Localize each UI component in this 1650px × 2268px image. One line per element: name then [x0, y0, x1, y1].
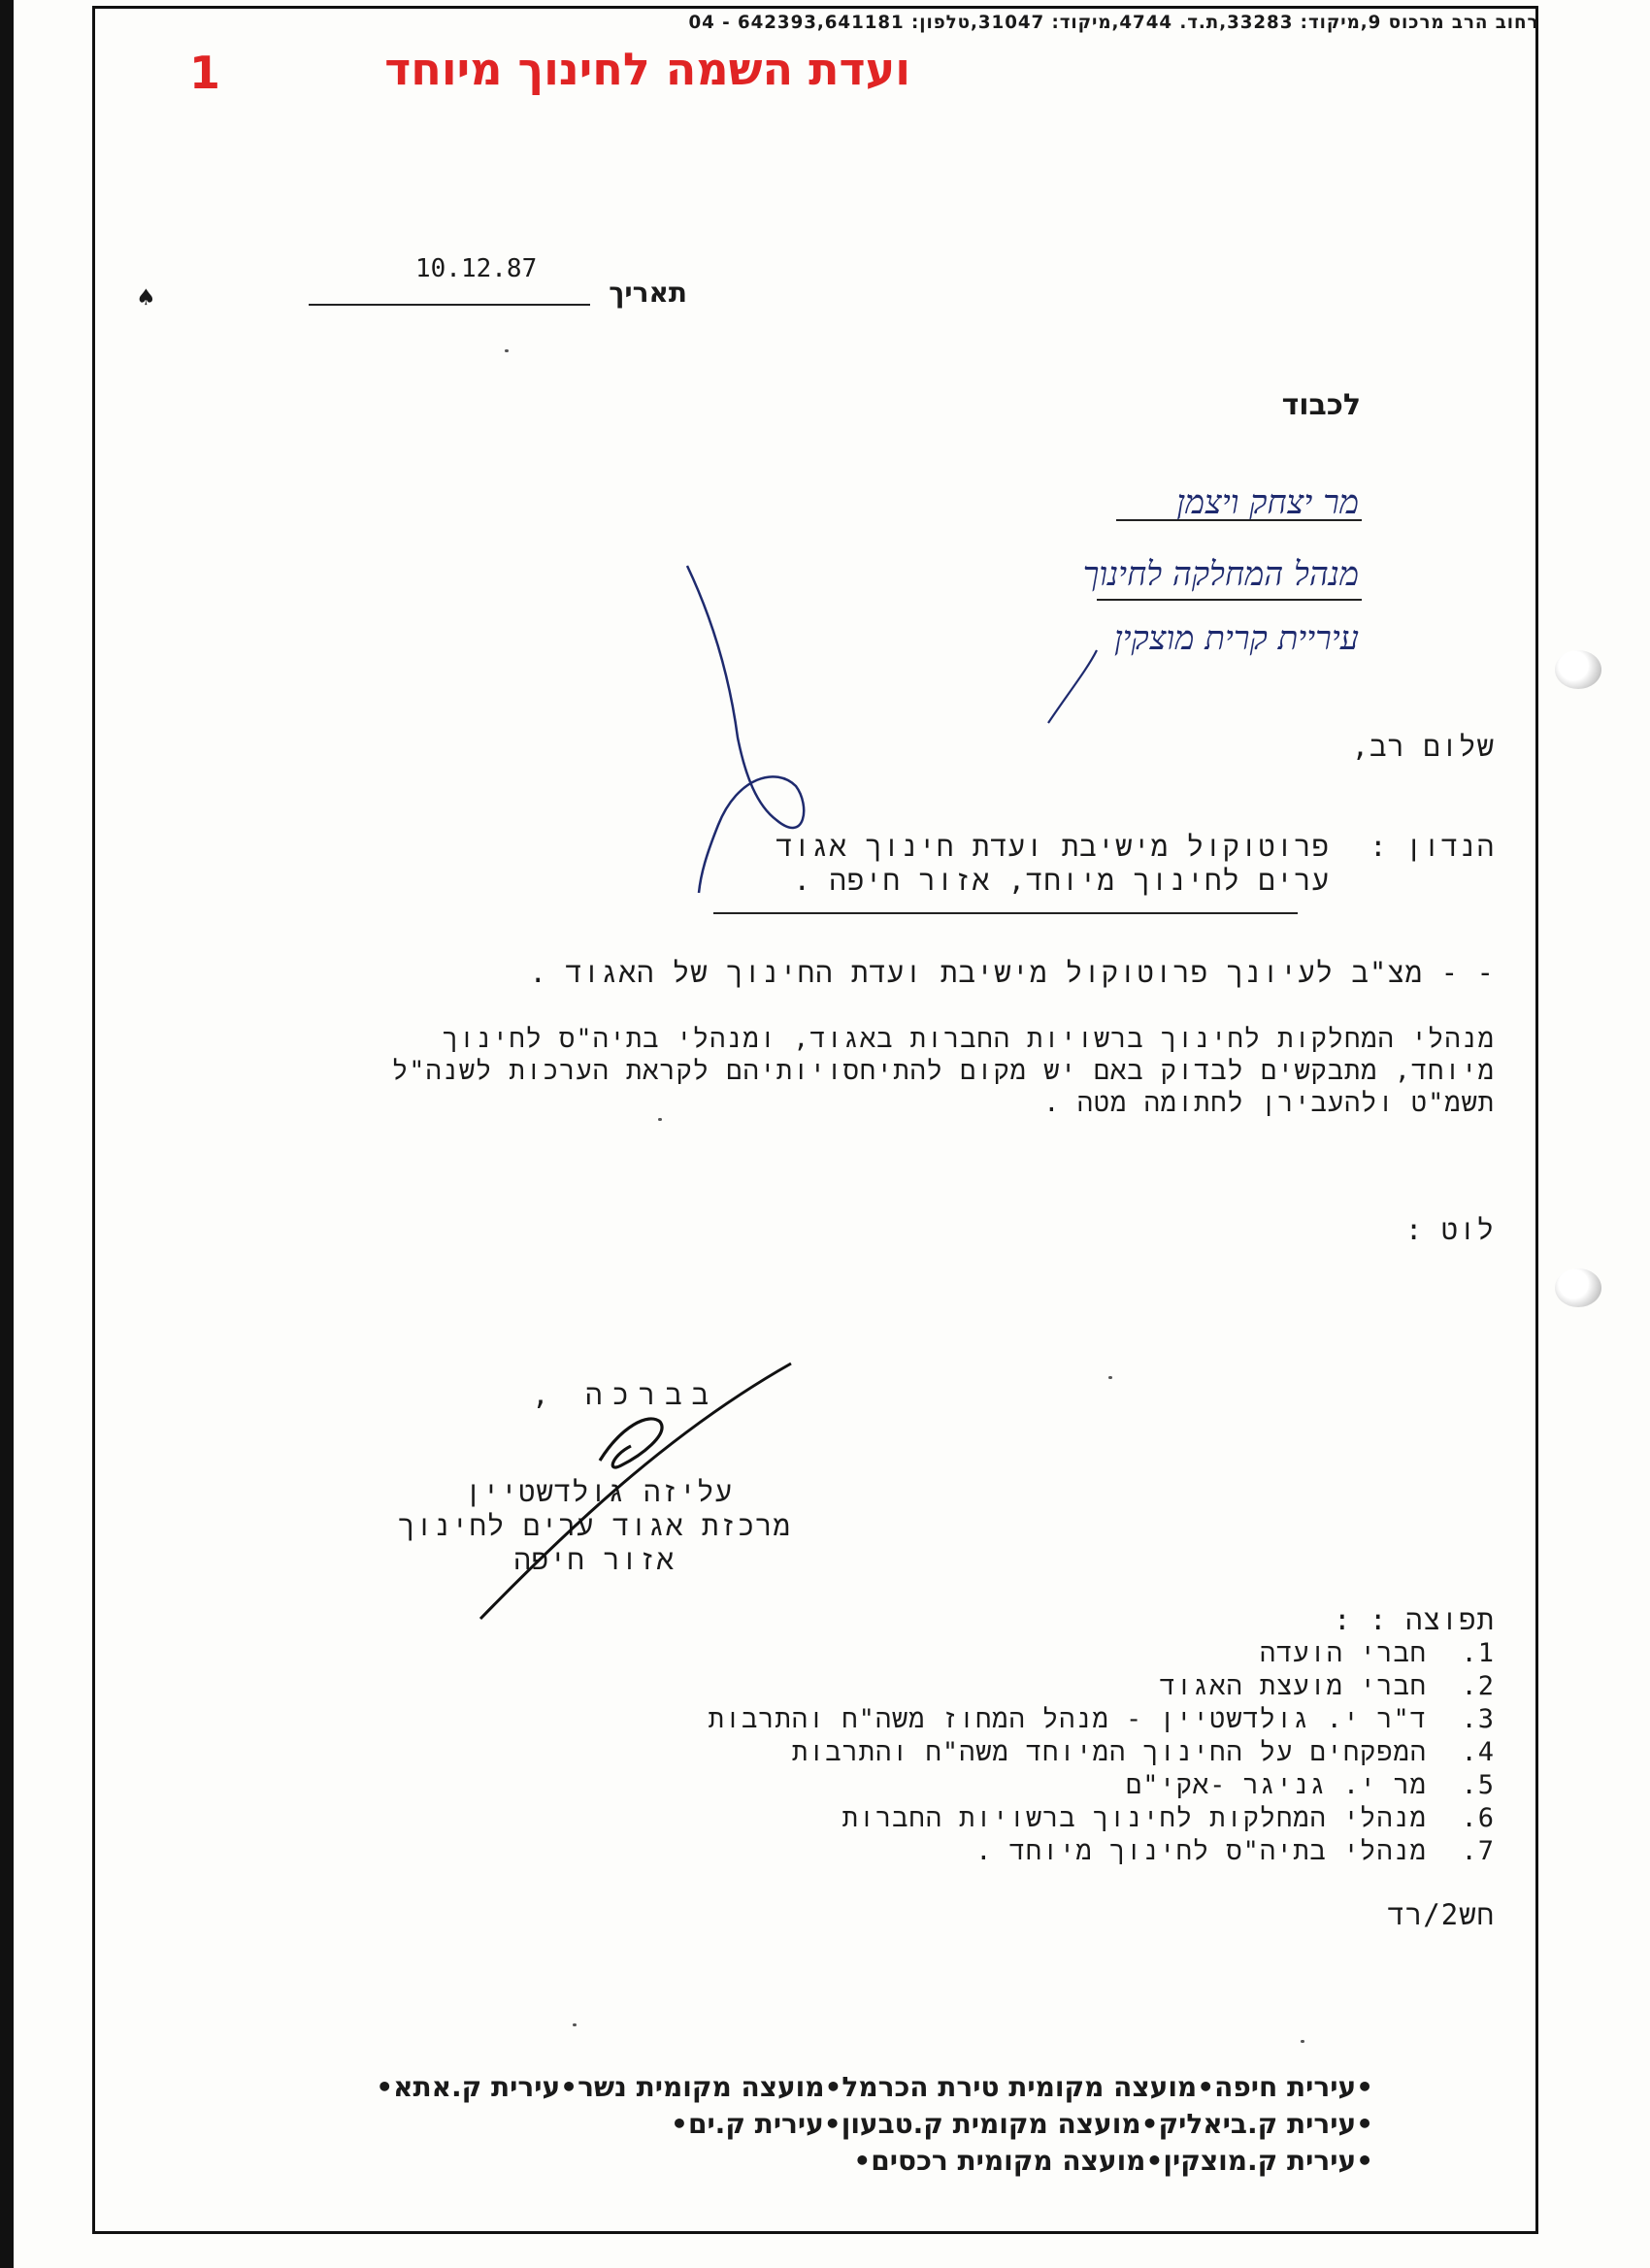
signer-area: אזור חיפה — [513, 1543, 675, 1576]
distribution-item-number: 3. — [1461, 1704, 1495, 1734]
intro-line: - - מצ"ב לעיונך פרוטוקול מישיבת ועדת החינוך של האגוד . — [529, 956, 1495, 989]
closing: בברכה , — [532, 1378, 718, 1411]
date-label: תאריך — [609, 277, 687, 309]
signer-role: מרכזת אגוד ערים לחינוך — [397, 1509, 791, 1542]
distribution-item-text: המפקחים על החינוך המיוחד משה"ח והתרבות — [791, 1737, 1427, 1767]
distribution-item-number: 5. — [1461, 1770, 1495, 1800]
distribution-item-text: חברי מועצת האגוד — [1159, 1671, 1427, 1701]
distribution-item-number: 6. — [1461, 1803, 1495, 1833]
attachment-label: לוט : — [1404, 1213, 1495, 1246]
punch-hole — [1555, 1268, 1601, 1307]
footer-members-line: •עירית חיפה•מועצה מקומית טירת הכרמל•מועצה מקומית נשר•עירית ק.אתא• — [376, 2071, 1373, 2103]
spade-icon: ♠ — [138, 281, 154, 313]
punch-hole — [1555, 650, 1601, 689]
distribution-item-text: מנהלי המחלקות לחינוך ברשויות החברות — [842, 1803, 1427, 1833]
organization-title: ועדת השמה לחינוך מיוחד — [384, 43, 910, 95]
distribution-item-text: מנהלי בתיה"ס לחינוך מיוחד . — [975, 1836, 1427, 1866]
distribution-item-text: חברי הועדה — [1259, 1638, 1427, 1668]
page-number: 1 — [189, 47, 221, 99]
distribution-item — [1160, 1671, 1495, 1703]
scan-speck — [1108, 1376, 1112, 1379]
distribution-item-number: 4. — [1461, 1737, 1495, 1767]
reference-code: חש2/רד — [1387, 1898, 1495, 1931]
distribution-item-text: ד"ר י. גולדשטיין - מנהל המחוז משה"ח והתרבות — [708, 1704, 1427, 1734]
handwritten-recipient-city: עיריית קרית מוצקין — [1113, 619, 1359, 658]
distribution-item — [842, 1803, 1495, 1835]
letterhead-address: רחוב הרב מרכוס 9,מיקוד: 33283,ת.ד. 4744,מיקוד: 31047,טלפון: 642393,641181 - 04 — [688, 12, 1538, 33]
distribution-item-text: מר י. גניגר -אקי"ם — [1126, 1770, 1427, 1800]
page-frame — [92, 6, 1538, 2234]
signer-name: עליזה גולדשטיין — [464, 1475, 733, 1508]
distribution-item — [792, 1737, 1495, 1769]
scan-edge — [0, 0, 14, 2268]
subject-label: הנדון : — [1370, 830, 1495, 863]
subject-line-1: פרוטוקול מישיבת ועדת חינוך אגוד — [776, 830, 1330, 863]
scan-speck — [658, 1118, 662, 1121]
distribution-item — [709, 1704, 1495, 1736]
distribution-item — [975, 1836, 1495, 1868]
greeting: שלום רב, — [1351, 730, 1495, 763]
distribution-item-number: 1. — [1461, 1638, 1495, 1668]
subject-line-2: ערים לחינוך מיוחד, אזור חיפה . — [793, 864, 1330, 897]
paragraph-line: תשמ"ט ולהעבירן לחתומה מטה . — [1043, 1088, 1495, 1118]
scan-speck — [505, 349, 509, 352]
paragraph-line: מיוחד, מתבקשים לבדוק באם יש מקום להתיחסויותיהם לקראת הערכות לשנה"ל — [392, 1056, 1495, 1086]
scan-speck — [1301, 2040, 1304, 2043]
distribution-item — [1260, 1638, 1495, 1670]
handwritten-recipient-role: מנהל המחלקה לחינוך — [1082, 555, 1359, 594]
distribution-label: תפוצה : : — [1334, 1603, 1495, 1636]
recipient-underline — [1097, 599, 1362, 601]
footer-members-line: •עירית ק.מוצקין•מועצה מקומית רכסים• — [853, 2145, 1373, 2177]
date-value: 10.12.87 — [415, 254, 538, 283]
scan-speck — [573, 2023, 577, 2026]
paragraph-line: מנהלי המחלקות לחינוך ברשויות החברות באגוד, ומנהלי בתיה"ס לחינוך — [442, 1024, 1495, 1054]
distribution-item — [1126, 1770, 1495, 1802]
handwritten-recipient-name: מר יצחק ויצמן — [1176, 483, 1359, 522]
footer-members-line: •עירית ק.ביאליק•מועצה מקומית ק.טבעון•עירית ק.ים• — [671, 2108, 1373, 2140]
subject-underline — [713, 912, 1298, 914]
recipient-underline — [1116, 519, 1362, 521]
distribution-item-number: 7. — [1461, 1836, 1495, 1866]
to-label: לכבוד — [1281, 388, 1361, 422]
distribution-item-number: 2. — [1461, 1671, 1495, 1701]
date-underline — [309, 304, 590, 306]
